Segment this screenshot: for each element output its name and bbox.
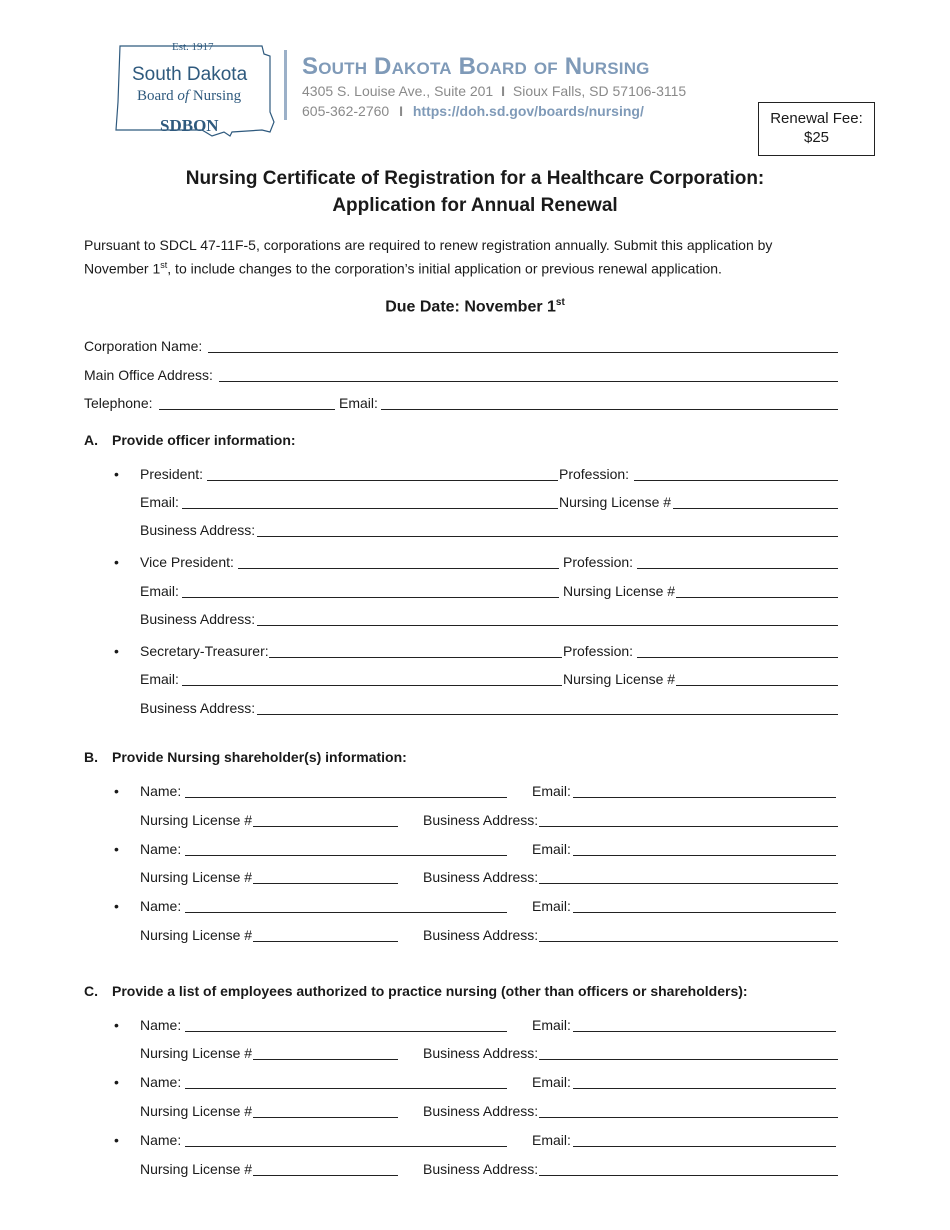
fee-label: Renewal Fee:: [770, 110, 863, 127]
employee-name-label: Name:: [140, 1074, 182, 1090]
logo-line1: South Dakota: [132, 64, 248, 85]
secretary-treasurer-field[interactable]: [269, 657, 562, 658]
employee-email-field[interactable]: [573, 1088, 836, 1089]
employee-address-label: Business Address:: [423, 1045, 539, 1061]
employee-address-field[interactable]: [539, 1059, 838, 1060]
section-c-letter: C.: [84, 983, 98, 999]
telephone-field[interactable]: [159, 409, 335, 410]
employee-name-label: Name:: [140, 1132, 182, 1148]
form-title-line1: Nursing Certificate of Registration for a Healthcare Corporation:: [185, 168, 765, 189]
president-address-label: Business Address:: [140, 522, 256, 538]
employee-address-field[interactable]: [539, 1175, 838, 1176]
org-address-line: 4305 S. Louise Ave., Suite 201 I Sioux Falls, SD 57106-3115: [302, 83, 687, 99]
employee-email-label: Email:: [532, 1017, 571, 1033]
shareholder-bullet: •: [114, 841, 119, 857]
employee-name-field[interactable]: [185, 1088, 507, 1089]
shareholder-address-label: Business Address:: [423, 869, 539, 885]
shareholder-email-label: Email:: [532, 783, 571, 799]
secretary-treasurer-address-field[interactable]: [257, 714, 838, 715]
corp-email-field[interactable]: [381, 409, 838, 410]
vice-president-address-field[interactable]: [257, 625, 838, 626]
shareholder-address-field[interactable]: [539, 826, 838, 827]
employee-address-label: Business Address:: [423, 1161, 539, 1177]
shareholder-license-field[interactable]: [253, 883, 398, 884]
section-b-letter: B.: [84, 749, 98, 765]
section-a-title: Provide officer information:: [112, 432, 296, 448]
website-link[interactable]: https://doh.sd.gov/boards/nursing/: [412, 103, 644, 119]
intro-line1: Pursuant to SDCL 47-11F-5, corporations are required to renew registration annually. Submit this application by: [84, 237, 773, 253]
shareholder-name-label: Name:: [140, 898, 182, 914]
logo-est: Est. 1917: [172, 41, 214, 53]
secretary-treasurer-profession-field[interactable]: [637, 657, 838, 658]
vice-president-profession-field[interactable]: [637, 568, 838, 569]
president-field[interactable]: [207, 480, 558, 481]
employee-name-field[interactable]: [185, 1146, 507, 1147]
vice-president-address-label: Business Address:: [140, 611, 256, 627]
renewal-fee-box: [758, 102, 875, 156]
org-name: South Dakota Board of Nursing: [302, 53, 650, 80]
vice-president-email-label: Email:: [140, 583, 179, 599]
president-address-field[interactable]: [257, 536, 838, 537]
shareholder-address-label: Business Address:: [423, 927, 539, 943]
shareholder-email-field[interactable]: [573, 797, 836, 798]
president-license-field[interactable]: [673, 508, 838, 509]
employee-email-field[interactable]: [573, 1146, 836, 1147]
employee-name-field[interactable]: [185, 1031, 507, 1032]
employee-license-label: Nursing License #: [140, 1045, 253, 1061]
employee-address-label: Business Address:: [423, 1103, 539, 1119]
main-office-address-field[interactable]: [219, 381, 838, 382]
shareholder-name-field[interactable]: [185, 797, 507, 798]
president-email-label: Email:: [140, 494, 179, 510]
president-email-field[interactable]: [182, 508, 558, 509]
section-c-title: Provide a list of employees authorized to practice nursing (other than officers or shareholders):: [112, 983, 748, 999]
intro-line2: November 1st, to include changes to the corporation’s initial application or previous renewal application.: [84, 260, 722, 277]
vice-president-license-label: Nursing License #: [563, 583, 676, 599]
fee-amount: $25: [803, 129, 830, 146]
officer-bullet: •: [114, 466, 119, 482]
secretary-treasurer-label: Secretary-Treasurer:: [140, 643, 269, 659]
shareholder-name-field[interactable]: [185, 855, 507, 856]
employee-license-field[interactable]: [253, 1059, 398, 1060]
employee-bullet: •: [114, 1132, 119, 1148]
shareholder-address-field[interactable]: [539, 883, 838, 884]
sdbon-logo: [112, 42, 277, 140]
secretary-treasurer-license-field[interactable]: [676, 685, 838, 686]
header-divider: [284, 50, 287, 120]
employee-name-label: Name:: [140, 1017, 182, 1033]
vice-president-email-field[interactable]: [182, 597, 559, 598]
shareholder-address-field[interactable]: [539, 941, 838, 942]
main-office-address-label: Main Office Address:: [84, 367, 213, 383]
president-profession-field[interactable]: [634, 480, 838, 481]
employee-bullet: •: [114, 1074, 119, 1090]
telephone-label: Telephone:: [84, 395, 153, 411]
president-license-label: Nursing License #: [559, 494, 672, 510]
corp-email-label: Email:: [339, 395, 378, 411]
vice-president-license-field[interactable]: [676, 597, 838, 598]
vice-president-label: Vice President:: [140, 554, 234, 570]
corporation-name-label: Corporation Name:: [84, 338, 203, 354]
form-title-line2: Application for Annual Renewal: [332, 195, 618, 216]
shareholder-license-label: Nursing License #: [140, 927, 253, 943]
secretary-treasurer-profession-label: Profession:: [563, 643, 634, 659]
shareholder-email-field[interactable]: [573, 855, 836, 856]
shareholder-bullet: •: [114, 898, 119, 914]
due-date: Due Date: November 1st: [385, 297, 565, 316]
shareholder-name-field[interactable]: [185, 912, 507, 913]
section-b-title: Provide Nursing shareholder(s) information:: [112, 749, 407, 765]
employee-license-field[interactable]: [253, 1175, 398, 1176]
shareholder-license-field[interactable]: [253, 941, 398, 942]
employee-license-field[interactable]: [253, 1117, 398, 1118]
shareholder-name-label: Name:: [140, 783, 182, 799]
logo-abbr: SDBON: [160, 116, 219, 135]
secretary-treasurer-email-label: Email:: [140, 671, 179, 687]
section-a-letter: A.: [84, 432, 98, 448]
vice-president-field[interactable]: [238, 568, 559, 569]
shareholder-bullet: •: [114, 783, 119, 799]
employee-license-label: Nursing License #: [140, 1103, 253, 1119]
president-profession-label: Profession:: [559, 466, 630, 482]
shareholder-address-label: Business Address:: [423, 812, 539, 828]
secretary-treasurer-email-field[interactable]: [182, 685, 562, 686]
shareholder-license-label: Nursing License #: [140, 869, 253, 885]
logo-line2: Board of Nursing: [137, 88, 242, 104]
secretary-treasurer-address-label: Business Address:: [140, 700, 256, 716]
shareholder-email-label: Email:: [532, 898, 571, 914]
employee-license-label: Nursing License #: [140, 1161, 253, 1177]
shareholder-email-field[interactable]: [573, 912, 836, 913]
employee-email-label: Email:: [532, 1074, 571, 1090]
shareholder-license-field[interactable]: [253, 826, 398, 827]
officer-bullet: •: [114, 643, 119, 659]
vice-president-profession-label: Profession:: [563, 554, 634, 570]
president-label: President:: [140, 466, 204, 482]
officer-bullet: •: [114, 554, 119, 570]
secretary-treasurer-license-label: Nursing License #: [563, 671, 676, 687]
employee-address-field[interactable]: [539, 1117, 838, 1118]
corporation-name-field[interactable]: [208, 352, 838, 353]
employee-bullet: •: [114, 1017, 119, 1033]
employee-email-field[interactable]: [573, 1031, 836, 1032]
shareholder-email-label: Email:: [532, 841, 571, 857]
shareholder-name-label: Name:: [140, 841, 182, 857]
employee-email-label: Email:: [532, 1132, 571, 1148]
shareholder-license-label: Nursing License #: [140, 812, 253, 828]
org-contact-line: 605-362-2760 I https://doh.sd.gov/boards/nursing/: [302, 103, 644, 119]
